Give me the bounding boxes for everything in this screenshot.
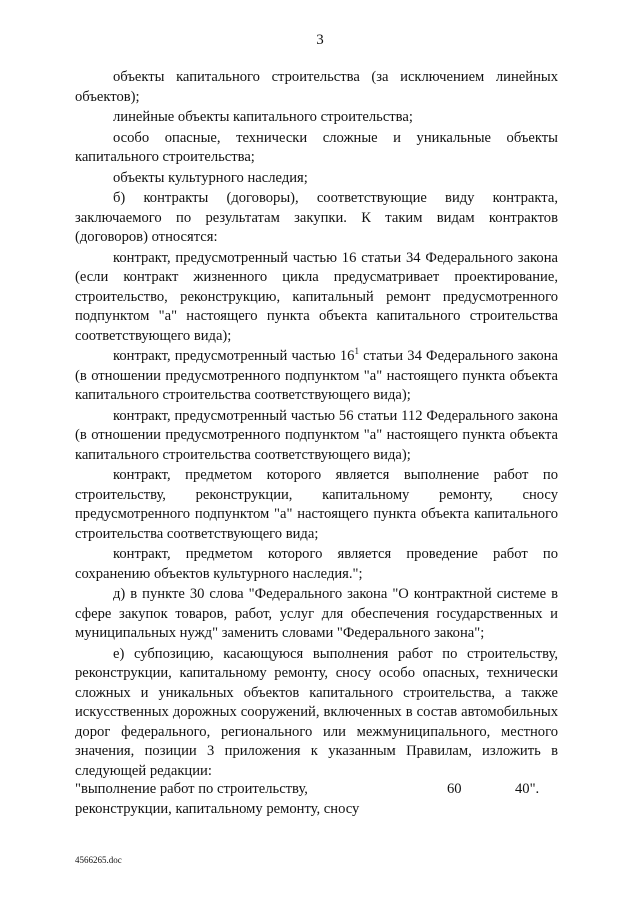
- paragraph: контракт, предусмотренный частью 16 статьи 34 Федерального закона (если контракт жизненного цикла предусматривает проектирование, строительство, реконструкцию, капитальный ремонт предусмотренного подпунктом "а" настоящего пункта объекта капитального строительства соответствующего вида);: [75, 249, 558, 344]
- paragraph: линейные объекты капитального строительства;: [113, 109, 413, 125]
- paragraph: контракт, предметом которого является проведение работ по сохранению объектов культурного наследия.";: [75, 546, 558, 582]
- paragraph-with-superscript: [75, 347, 558, 406]
- paragraph: контракт, предусмотренный частью 56 статьи 112 Федерального закона (в отношении предусмотренного подпунктом "а" настоящего пункта объекта капитального строительства соответствующего вида);: [75, 407, 558, 463]
- paragraph-text-after: статьи 34 Федерального закона (в отношении предусмотренного подпунктом "а" настоящего пункта объекта капитального строительства соответствующего вида);: [75, 348, 558, 403]
- row-value-1: 60: [447, 781, 462, 797]
- page-number: 3: [316, 32, 324, 48]
- paragraph: особо опасные, технически сложные и уникальные объекты капитального строительства;: [75, 129, 558, 165]
- paragraph: объекты культурного наследия;: [113, 169, 308, 186]
- paragraph-text-before: контракт, предусмотренный частью 16: [113, 348, 355, 364]
- paragraph: б) контракты (договоры), соответствующие виду контракта, заключаемого по результатам закупки. К таким видам контрактов (договоров) относятся:: [75, 190, 558, 245]
- superscript: 1: [354, 346, 359, 356]
- paragraph: д) в пункте 30 слова "Федерального закона "О контрактной системе в сфере закупок товаров, работ, услуг для обеспечения государственных и муниципальных нужд" заменить словами "Федерального закона";: [75, 586, 558, 641]
- document-id: 4566265.doc: [75, 855, 122, 865]
- paragraph: е) субпозицию, касающуюся выполнения работ по строительству, реконструкции, капитальному ремонту, сносу особо опасных, технически сложных и уникальных объектов капитального строительства, а также искусственных дорожных сооружений, включенных в состав автомобильных дорог федерального, регионального или межмуниципального, местного значения, позиции 3 приложения к указанным Правилам, изложить в следующей редакции:: [75, 645, 558, 779]
- paragraph: объекты капитального строительства (за исключением линейных объектов);: [75, 69, 558, 105]
- row-value-2: 40".: [515, 781, 540, 797]
- paragraph: контракт, предметом которого является выполнение работ по строительству, реконструкции, капитальному ремонту, сносу предусмотренного подпунктом "а" настоящего пункта объекта капитального строительства соответствующего вида;: [75, 467, 558, 542]
- row-description: "выполнение работ по строительству, реконструкции, капитальному ремонту, сносу: [75, 781, 360, 817]
- document-body: [75, 68, 558, 782]
